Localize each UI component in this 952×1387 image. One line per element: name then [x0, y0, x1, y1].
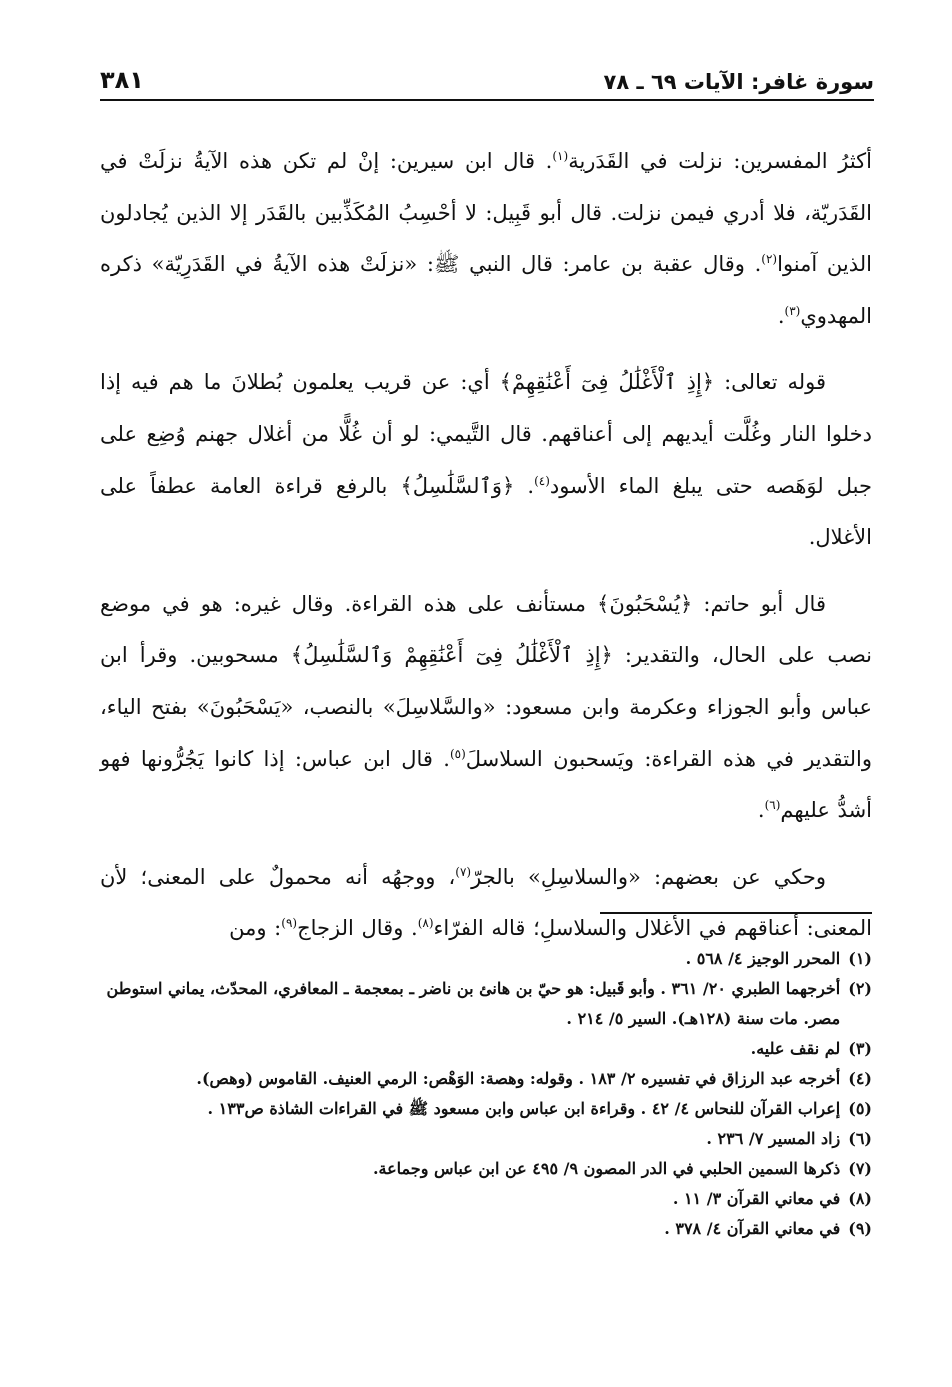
footnotes-section — [100, 944, 872, 1244]
footnote-text: ذكرها السمين الحلبي في الدر المصون ٩/ ٤٩٥ عن ابن عباس وجماعة. — [372, 1159, 841, 1178]
footnote-marker: (٨) — [417, 916, 434, 931]
footnote — [100, 1184, 872, 1214]
text-run: : ومن — [229, 916, 282, 941]
footnote-marker: (١) — [552, 149, 569, 163]
footnote-number: (٦) — [848, 1129, 872, 1148]
text-run: قوله تعالى: ﴿إِذِ ٱلْأَغْلَٰلُ فِىٓ أَعْنَٰقِهِمْ﴾ أي: عن قريب يعلمون بُطلانَ ما هم فيه إذا دخلوا النار وغُلَّت أيديهم إلى أعناقهم. قال التَّيمي: لو أن غُلًّا من أغلال جهنم وُضِع على جبل لوَهَصه حتى يبلغ الماء الأسود — [100, 370, 872, 498]
text-run: ، ووجهُه أنه محمولٌ على المعنى؛ لأن المعنى: أعناقهم في الأغلال والسلاسلِ؛ قاله الفرّاء — [100, 864, 872, 941]
text-run: قال أبو حاتم: ﴿يُسْحَبُونَ﴾ مستأنف على هذه القراءة. وقال غيره: هو في موضع نصب على الحال، والتقدير: ﴿إِذِ ٱلْأَغْلَٰلُ فِىٓ أَعْنَٰقِهِمْ وَٱلسَّلَٰسِلُ﴾ مسحوبين. وقرأ ابن عباس وأبو الجوزاء وعكرمة وابن مسعود: «والسَّلاسِلَ» بالنصب، «يَسْحَبُونَ» بفتح الياء، والتقدير في هذه القراءة: ويَسحبون السلاسلَ — [100, 591, 872, 771]
paragraph — [100, 357, 872, 563]
running-header — [100, 56, 874, 94]
footnote-marker: (٦) — [764, 798, 781, 813]
footnote-separator — [600, 912, 872, 914]
footnote-marker: (٤) — [534, 473, 550, 488]
footnote-number: (٥) — [848, 1099, 872, 1118]
text-run: . وقال عقبة بن عامر: قال النبي ﷺ: «نزلَتْ هذه الآيةُ في القَدَرِيّة» ذكره المهدوي — [100, 252, 872, 328]
text-run: . — [777, 303, 785, 328]
footnote-number: (٨) — [848, 1189, 872, 1208]
text-run: . — [757, 798, 765, 823]
footnote-text: في معاني القرآن ٣/ ١١ . — [672, 1189, 841, 1208]
footnote-number: (٢) — [848, 979, 872, 998]
footnote-text: إعراب القرآن للنحاس ٤/ ٤٢ . وقراءة ابن عباس وابن مسعود ﷺ في القراءات الشاذة ص١٣٣ . — [207, 1099, 841, 1118]
footnote-marker: (٢) — [761, 252, 778, 267]
footnote-text: أخرجهما الطبري ٢٠/ ٣٦١ . وأبو قَبيل: هو حيّ بن هانئ بن ناضر ـ بمعجمة ـ المعافري، المحدّث، يماني استوطن مصر. مات سنة (١٢٨هـ). السير ٥/ ٢١٤ . — [106, 979, 841, 1028]
text-run: وحكي عن بعضهم: «والسلاسِلِ» بالجرّ — [471, 864, 826, 889]
main-text — [100, 136, 872, 970]
footnote-number: (٣) — [848, 1039, 872, 1058]
header-rule — [100, 99, 874, 101]
footnote — [100, 1154, 872, 1184]
paragraph — [100, 136, 872, 342]
footnote-marker: (٩) — [281, 916, 298, 931]
footnote — [100, 1064, 872, 1094]
footnote-text: أخرجه عبد الرزاق في تفسيره ٢/ ١٨٣ . وقوله: وهصة: الوَهْص: الرمي العنيف. القاموس (وهص). — [196, 1069, 841, 1088]
text-run: . قال ابن سيرين: إنْ لم تكن هذه الآيةُ نزلَتْ في القَدَريّة، فلا أدري فيمن نزلت. قال أبو قَبِيل: لا أحْسِبُ المُكَذِّبين بالقَدَر إلا الذين يُجادلون الذين آمنوا — [100, 149, 872, 277]
footnote-number: (٤) — [848, 1069, 872, 1088]
page-number: ٣٨١ — [100, 66, 144, 94]
footnote — [100, 1094, 872, 1124]
footnote-text: المحرر الوجيز ٤/ ٥٦٨ . — [685, 949, 841, 968]
footnote-text: زاد المسير ٧/ ٢٣٦ . — [706, 1129, 841, 1148]
footnote — [100, 1214, 872, 1244]
surah-title: سورة غافر: الآيات ٦٩ ـ ٧٨ — [603, 70, 874, 94]
footnote — [100, 1034, 872, 1064]
footnote-marker: (٧) — [455, 864, 472, 879]
text-run: . قال ابن عباس: إذا كانوا يَجُرُّونها فهو أشدُّ عليهم — [100, 746, 872, 823]
footnote-text: في معاني القرآن ٤/ ٣٧٨ . — [664, 1219, 841, 1238]
footnote — [100, 944, 872, 974]
footnote — [100, 974, 872, 1034]
footnote — [100, 1124, 872, 1154]
footnote-marker: (٥) — [449, 746, 466, 761]
footnote-marker: (٣) — [784, 303, 801, 318]
paragraph — [100, 852, 872, 955]
paragraph — [100, 579, 872, 837]
footnote-number: (٧) — [848, 1159, 872, 1178]
footnote-text: لم نقف عليه. — [750, 1039, 841, 1058]
footnote-number: (٩) — [848, 1219, 872, 1238]
text-run: . وقال الزجاج — [297, 916, 418, 941]
text-run: أكثرُ المفسرين: نزلت في القَدَرية — [568, 149, 873, 173]
footnote-number: (١) — [848, 949, 872, 968]
text-run: . ﴿وَٱلسَّلَٰسِلُ﴾ بالرفع قراءة العامة عطفاً على الأغلال. — [100, 473, 872, 550]
